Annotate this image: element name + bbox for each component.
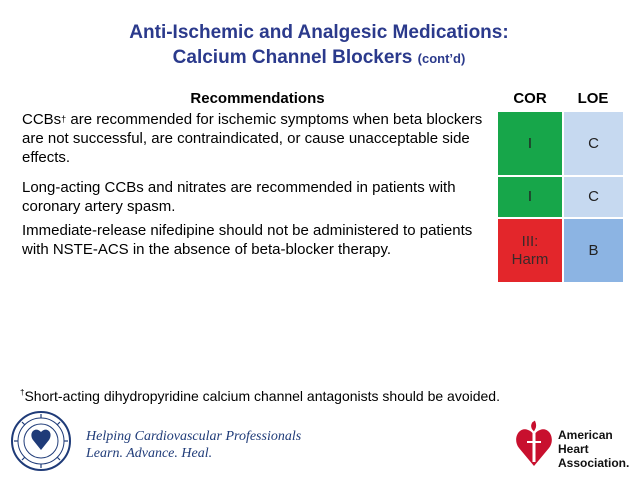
title-line-1: Anti-Ischemic and Analgesic Medications:	[129, 22, 509, 43]
cor-cell-2: I	[498, 177, 562, 217]
recommendations-header: Recommendations	[190, 90, 325, 107]
recommendation-1	[22, 110, 492, 167]
recommendation-3: Immediate-release nifedipine should not be administered to patients with NSTE-ACS in the absence of beta-blocker therapy.	[22, 222, 473, 258]
cor-cell-3	[498, 219, 562, 282]
cor-cell-1: I	[498, 112, 562, 175]
loe-cell-1: C	[564, 112, 623, 175]
cor-header: COR	[513, 90, 547, 107]
dagger-mark: †	[61, 114, 67, 124]
tagline-line-2: Learn. Advance. Heal.	[86, 446, 213, 461]
cor-3-line-1: III:	[521, 232, 539, 250]
loe-cell-2: C	[564, 177, 623, 217]
aha-line-3: Association.	[558, 456, 630, 470]
title-main: Calcium Channel Blockers	[172, 47, 413, 68]
title-suffix: (cont’d)	[417, 51, 466, 66]
loe-header: LOE	[577, 90, 609, 107]
cor-3-line-2: Harm	[511, 250, 549, 268]
aha-line-1: American	[558, 428, 613, 442]
footnote-text: Short-acting dihydropyridine calcium channel antagonists should be avoided.	[24, 388, 500, 404]
footnote	[20, 388, 500, 404]
title-line-2	[0, 45, 638, 71]
aha-wordmark	[558, 428, 629, 470]
aha-line-2: Heart	[558, 442, 589, 456]
loe-cell-3: B	[564, 219, 623, 282]
aha-heart-torch-logo	[515, 418, 553, 468]
slide-title	[0, 20, 638, 71]
recommendation-2: Long-acting CCBs and nitrates are recommended in patients with coronary artery spasm.	[22, 179, 456, 215]
rec-1-prefix: CCBs	[22, 111, 62, 128]
footnote-dagger: †	[20, 388, 25, 397]
acc-tagline	[86, 428, 301, 462]
rec-1-text: are recommended for ischemic symptoms when beta blockers are not successful, are contraindicated, or cause unacceptable side effects.	[22, 111, 483, 166]
tagline-line-1: Helping Cardiovascular Professionals	[86, 429, 302, 444]
acc-seal-logo	[10, 410, 72, 472]
